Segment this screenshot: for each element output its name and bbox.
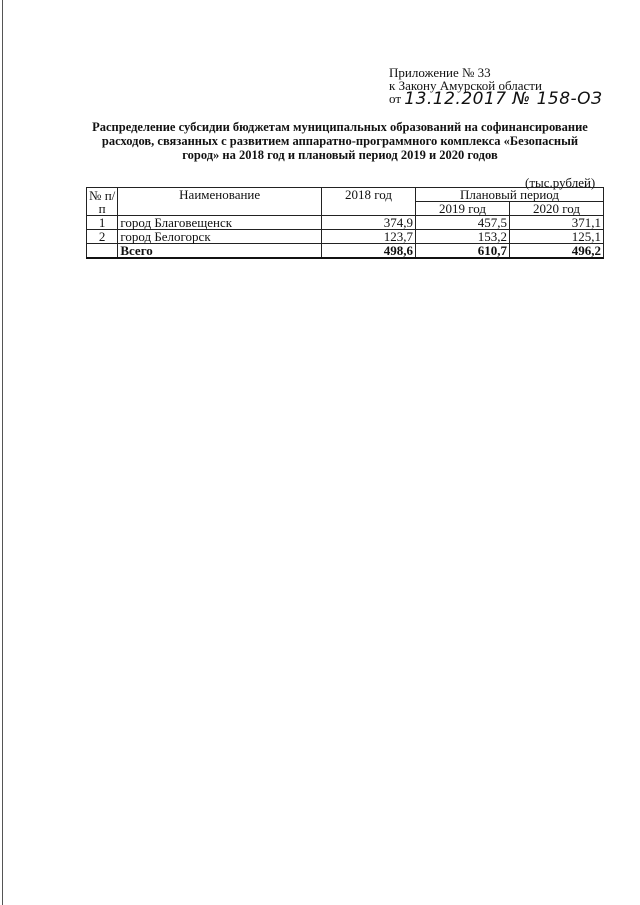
row-2018: 123,7: [321, 230, 415, 244]
table-row: [87, 230, 604, 244]
units-label: (тыс.рублей): [525, 175, 596, 190]
row-2020: 125,1: [509, 230, 603, 244]
total-label: Всего: [118, 244, 322, 259]
appendix-law: к Закону Амурской области: [389, 78, 542, 93]
row-name: город Белогорск: [118, 230, 322, 244]
row-2018: 374,9: [321, 216, 415, 230]
page-edge: [2, 0, 3, 905]
header-2019: 2019 год: [415, 202, 509, 216]
header-2020: 2020 год: [509, 202, 603, 216]
date-prefix: от: [389, 91, 402, 106]
subsidy-table: [86, 187, 604, 259]
header-name: Наименование: [118, 188, 322, 216]
total-num: [87, 244, 118, 259]
header-num: № п/п: [87, 188, 118, 216]
total-2018: 498,6: [321, 244, 415, 259]
header-planned: Плановый период: [415, 188, 603, 202]
table-row: [87, 216, 604, 230]
row-num: 2: [87, 230, 118, 244]
appendix-date: [389, 89, 603, 109]
total-2019: 610,7: [415, 244, 509, 259]
total-2020: 496,2: [509, 244, 603, 259]
header-2018: 2018 год: [321, 188, 415, 216]
row-name: город Благовещенск: [118, 216, 322, 230]
appendix-header: [389, 65, 603, 109]
total-row: [87, 244, 604, 259]
row-2020: 371,1: [509, 216, 603, 230]
row-num: 1: [87, 216, 118, 230]
handwritten-date-number: 13.12.2017 № 158-ОЗ: [404, 89, 603, 109]
header-row: [87, 188, 604, 202]
appendix-number: Приложение № 33: [389, 65, 491, 80]
document-title: Распределение субсидии бюджетам муниципальных образований на софинансирование расходов, связанных с развитием аппаратно-программного комплекса «Безопасный город» на 2018 год и плановый период 2019 и 2020 годов: [92, 120, 588, 162]
row-2019: 457,5: [415, 216, 509, 230]
row-2019: 153,2: [415, 230, 509, 244]
